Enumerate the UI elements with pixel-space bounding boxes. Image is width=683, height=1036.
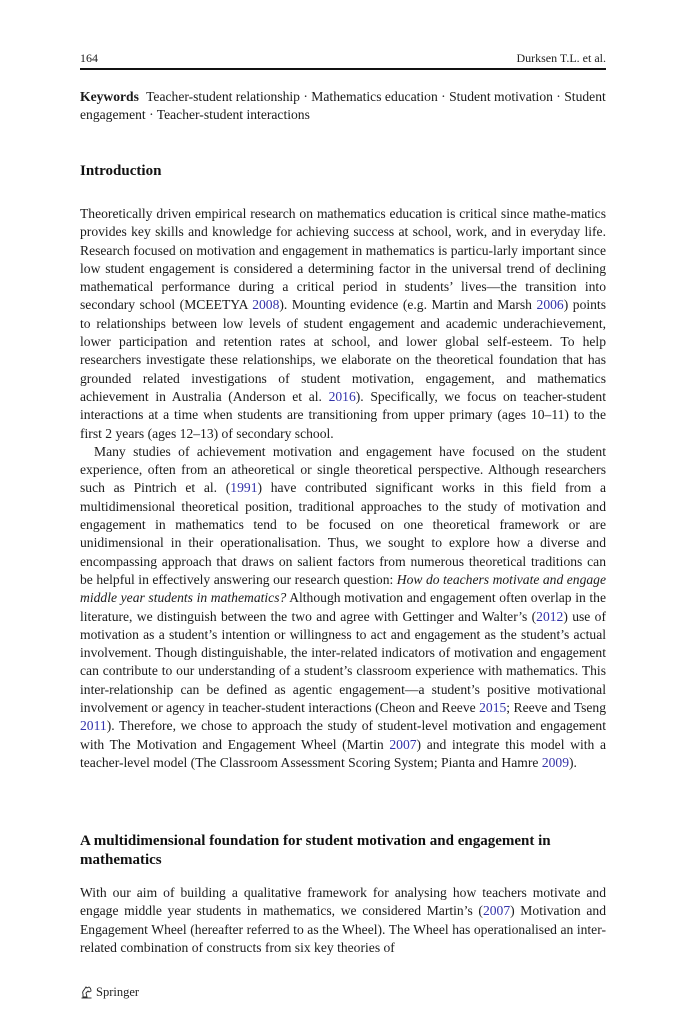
text-run: Many studies of achievement motivation and engagement have focused on the student experience, often from an atheoretical or single theoretical perspective. Although researchers such as Pintrich et al. ( [80,443,606,496]
citation-link[interactable]: 2007 [482,903,511,919]
paragraph [80,443,606,772]
section-title-introduction: Introduction [80,163,162,179]
springer-knight-icon [80,985,93,999]
running-head [80,50,606,66]
introduction-body [80,205,606,772]
citation-link[interactable]: 2016 [328,388,356,404]
text-run: Theoretically driven empirical research on mathematics education is critical since mathe-matics provides key skills and knowledge for achieving success at school, work, and in everyday life. Research focused on motivation and engagement in mathematics is particu-larly important since low student engagement is considered a determining factor in the universal trend of declining mathematical performance during a critical period in students’ lives—the transition into secondary school (MCEETYA [80,206,606,313]
keywords-list: Teacher-student relationship · Mathematics education · Student motivation · Student engagement · Teacher-student interactions [80,89,606,122]
text-run: ) and integrate this model with a teacher-level model (The Classroom Assessment Scoring System; Pianta and Hamre [80,736,606,770]
header-rule [80,68,606,70]
text-run: With our aim of building a qualitative framework for analysing how teachers motivate and engage middle year students in mathematics, we considered Martin’s ( [80,885,606,919]
text-run: ; Reeve and Tseng [506,700,606,716]
research-question: How do teachers motivate and engage middle year students in mathematics? [80,571,606,606]
text-run: ) points to relationships between low levels of student engagement and academic underachievement, lower participation and retention rates at school, and lower global self-esteem. To help researchers investigate these relationships, we elaborate on the theoretical foundation that has grounded related investigations of student motivation, engagement, and mathematics achievement in Australia (Anderson et al. [80,297,607,404]
section-title-multidimensional-foundation: A multidimensional foundation for student motivation and engagement in mathematics [80,833,551,868]
text-run: ) Motivation and Engagement Wheel (hereafter referred to as the Wheel). The Wheel has operationalised an inter-related combination of constructs from six key theories of [80,903,606,955]
citation-link[interactable]: 2011 [80,718,107,734]
text-run: Although motivation and engagement often overlap in the literature, we distinguish between the two and agree with Gettinger and Walter’s ( [80,590,607,624]
citation-link[interactable]: 2009 [541,754,569,770]
publisher-name: Springer [96,985,140,999]
text-run: ). Mounting evidence (e.g. Martin and Marsh [279,297,537,313]
citation-link[interactable]: 1991 [230,480,258,496]
paragraph [80,884,606,957]
text-run: ) use of motivation as a student’s intention or willingness to act and engagement as the student’s actual involvement. Though distinguishable, the inter-related indicators of motivation and engagement can contribute to our understanding of a student’s classroom experience with mathematics. This inter-relationship can be defined as agentic engagement—a student’s positive motivational involvement or agency in teacher-student interactions (Cheon and Reeve [80,608,606,716]
citation-link[interactable]: 2015 [479,700,507,716]
keywords [80,88,606,124]
citation-link[interactable]: 2012 [536,608,564,624]
page-number: 164 [80,51,98,65]
citation-link[interactable]: 2008 [252,297,280,313]
text-run: ). Therefore, we chose to approach the study of student-level motivation and engagement with The Motivation and Engagement Wheel (Martin [80,718,606,752]
citation-link[interactable]: 2006 [536,297,564,313]
keywords-label: Keywords [80,89,139,104]
publisher-footer [80,984,139,1000]
text-run: ). [569,754,577,770]
citation-link[interactable]: 2007 [389,736,417,752]
section2-body [80,884,606,957]
running-head-authors: Durksen T.L. et al. [516,51,606,65]
text-run: ). Specifically, we focus on teacher-student interactions at a time when students are transitioning from upper primary (ages 10–11) to the first 2 years (ages 12–13) of secondary school. [80,388,606,441]
text-run: ) have contributed significant works in this field from a multidimensional theoretical position, traditional approaches to the study of motivation and engagement in mathematics tend to be focused on one theoretical framework or are unidimensional in their operationalisation. Thus, we sought to explore how a diverse and encompassing approach that draws on salient factors from numerous theoretical traditions can be helpful in effectively answering our research question: [80,480,607,587]
paragraph [80,205,606,443]
